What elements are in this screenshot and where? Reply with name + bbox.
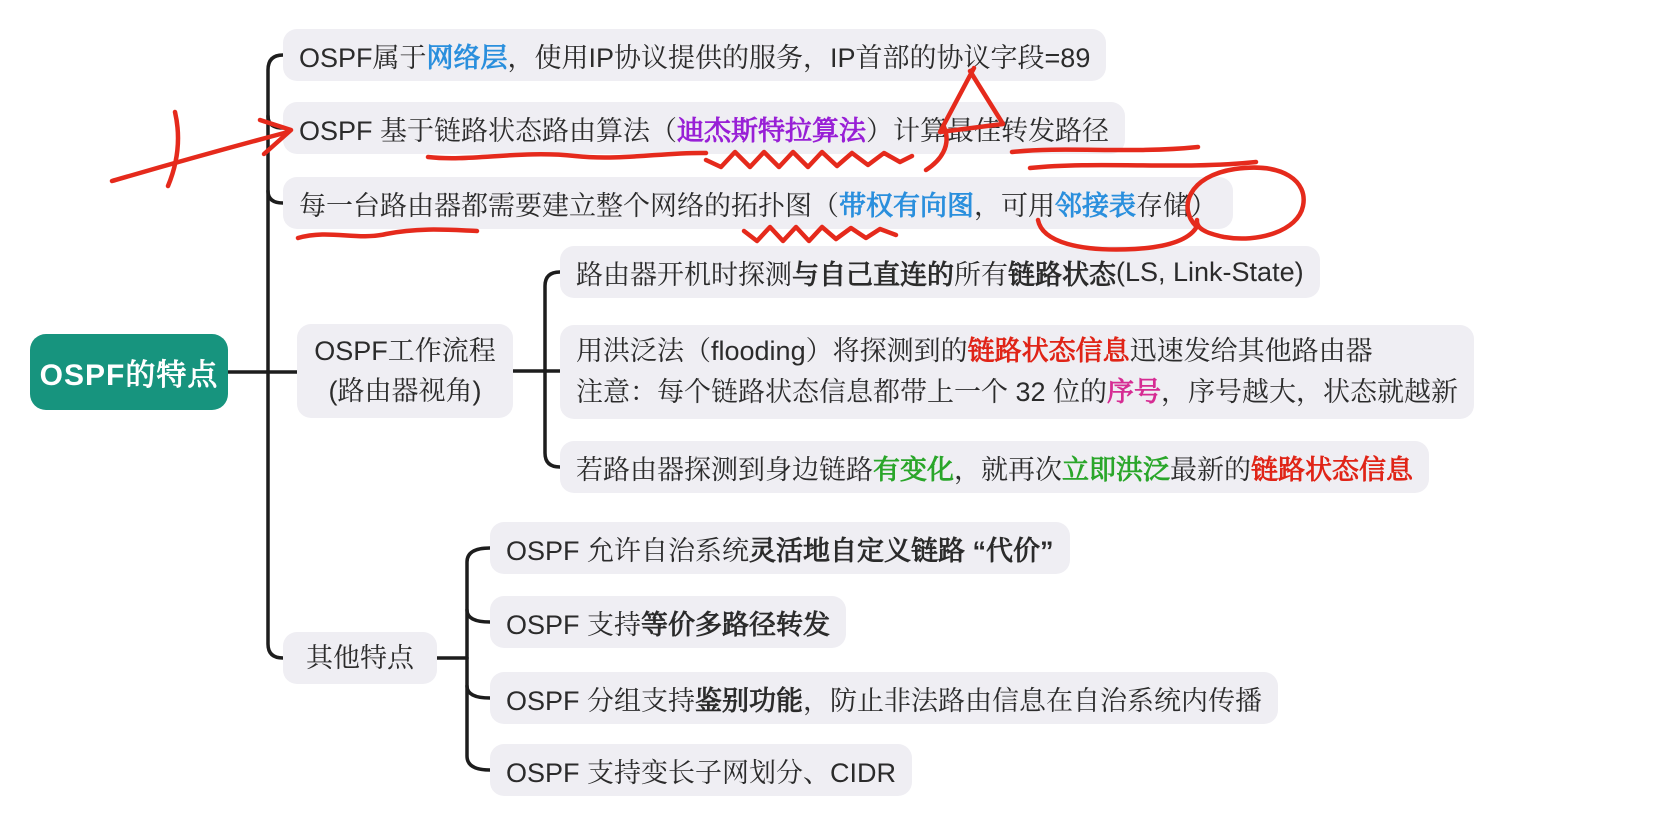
red-double-underline-bottom <box>1030 162 1256 168</box>
text-segment: 用洪泛法（flooding）将探测到的 <box>576 336 968 366</box>
text-segment: OSPF 分组支持 <box>506 685 696 716</box>
text-segment: 立即洪泛 <box>1062 454 1170 485</box>
root-node-ospf-features[interactable]: OSPF的特点 <box>30 334 228 410</box>
node-custom-link-cost[interactable] <box>490 522 1070 574</box>
red-arrow-shaft <box>112 132 288 181</box>
text-segment: 邻接表 <box>1055 190 1136 221</box>
text-segment: OSPF 支持 <box>506 609 642 640</box>
text-segment: (LS, Link-State) <box>1116 256 1304 287</box>
text-segment: ，防止非法路由信息在自治系统内传播 <box>803 685 1263 716</box>
workflow-line2: (路由器视角) <box>328 376 482 406</box>
text-segment: OSPF 允许自治系统 <box>506 535 750 566</box>
connector-main-trunk <box>268 55 283 658</box>
text-segment: 所有 <box>954 259 1008 290</box>
text-segment: 有变化 <box>873 454 954 485</box>
red-zigzag-topology <box>744 227 896 241</box>
node-ospf-workflow[interactable] <box>297 324 513 418</box>
text-segment: 迅速发给其他路由器 <box>1129 336 1373 366</box>
connector-workflow-trunk <box>545 272 560 467</box>
node-ospf-network-layer[interactable] <box>283 29 1106 81</box>
connector-other-trunk <box>467 548 490 770</box>
flooding-line1 <box>576 331 1373 372</box>
connector-stub-node2 <box>268 116 283 128</box>
node-link-change-reflood[interactable] <box>560 441 1429 493</box>
red-zigzag-dijkstra <box>706 152 912 167</box>
text-segment: 链路状态信息 <box>967 336 1130 366</box>
node-flooding[interactable] <box>560 325 1474 419</box>
connector-stub-oc2 <box>467 610 490 622</box>
text-segment: 序号 <box>1107 377 1162 407</box>
text-segment: ，就再次 <box>954 454 1062 485</box>
text-segment: ）计算最佳转发路径 <box>866 115 1110 146</box>
text-segment: ，可用 <box>974 190 1055 221</box>
text-segment: 若路由器探测到身边链路 <box>576 454 873 485</box>
text-segment: 每一台路由器都需要建立整个网络的拓扑图（ <box>299 190 839 221</box>
text-segment: 路由器开机时探测 <box>576 259 792 290</box>
other-features-label: 其他特点 <box>306 643 414 673</box>
text-segment: OSPF 支持变长子网划分、CIDR <box>506 757 897 788</box>
flooding-line2 <box>576 372 1458 413</box>
red-arrow-slash <box>168 112 178 186</box>
text-segment: 带权有向图 <box>839 190 974 221</box>
text-segment: 链路状态 <box>1008 259 1116 290</box>
text-segment: 灵活地自定义链路 “代价” <box>749 535 1054 566</box>
text-segment: 链路状态信息 <box>1251 454 1413 485</box>
red-underline-every-router <box>298 230 477 239</box>
text-segment: ，序号越大，状态就越新 <box>1161 377 1459 407</box>
text-segment: OSPF 基于链路状态路由算法（ <box>299 115 678 146</box>
text-segment: 存储） <box>1136 190 1217 221</box>
text-segment: 等价多路径转发 <box>641 609 831 640</box>
node-link-state-algorithm[interactable] <box>283 102 1125 154</box>
connector-stub-node3 <box>268 191 283 203</box>
node-detect-direct-links[interactable] <box>560 246 1320 298</box>
text-segment: OSPF属于 <box>299 42 427 73</box>
text-segment: ，使用IP协议提供的服务，IP首部的协议字段=89 <box>507 42 1091 73</box>
node-equal-cost-multipath[interactable] <box>490 596 846 648</box>
node-other-features[interactable] <box>283 632 437 684</box>
text-segment: 注意：每个链路状态信息都带上一个 32 位的 <box>576 377 1108 407</box>
text-segment: 鉴别功能 <box>695 685 804 716</box>
text-segment: 最新的 <box>1170 454 1251 485</box>
node-topology-graph[interactable] <box>283 177 1233 229</box>
text-segment: 网络层 <box>426 42 508 73</box>
text-segment: 迪杰斯特拉算法 <box>677 115 867 146</box>
node-vlsm-cidr[interactable] <box>490 744 912 796</box>
connector-stub-oc3 <box>467 686 490 698</box>
workflow-line1: OSPF工作流程 <box>314 336 496 366</box>
text-segment: 与自己直连的 <box>792 259 954 290</box>
node-authentication[interactable] <box>490 672 1278 724</box>
